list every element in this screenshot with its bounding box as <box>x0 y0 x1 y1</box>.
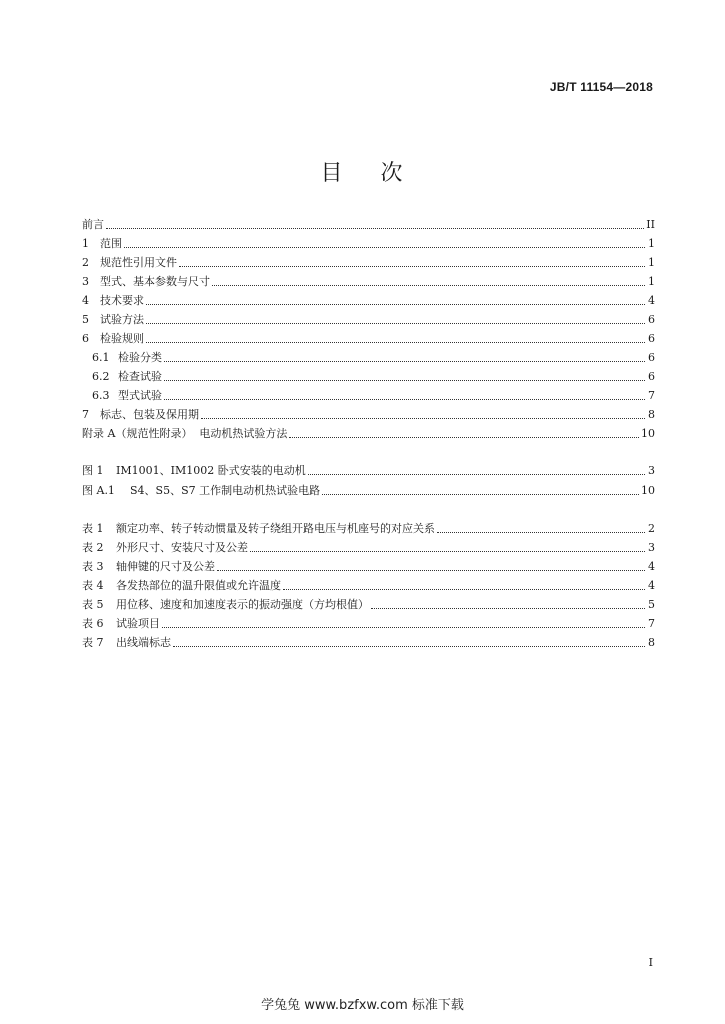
dot-leader <box>289 437 639 438</box>
toc-page: 4 <box>648 294 655 307</box>
toc-text: 检查试验 <box>118 370 162 383</box>
page-number: I <box>648 956 653 969</box>
toc-page: 8 <box>648 408 655 421</box>
table-text: 出线端标志 <box>116 636 171 649</box>
toc-text: 前言 <box>82 218 104 231</box>
table-number: 表 3 <box>82 560 104 573</box>
table-text: 额定功率、转子转动惯量及转子绕组开路电压与机座号的对应关系 <box>116 522 435 535</box>
toc-page: 6 <box>648 351 655 364</box>
toc-text: 技术要求 <box>100 294 144 307</box>
toc-entry-3[interactable] <box>82 271 655 289</box>
toc-number: 6 <box>82 332 89 345</box>
dot-leader <box>164 361 645 362</box>
toc-text: 范围 <box>100 237 122 250</box>
dot-leader <box>212 285 645 286</box>
table-entry-4[interactable] <box>82 575 655 593</box>
figure-entry-1[interactable] <box>82 460 655 478</box>
dot-leader <box>146 323 645 324</box>
dot-leader <box>146 342 645 343</box>
dot-leader <box>308 474 645 475</box>
toc-page: 6 <box>648 313 655 326</box>
table-number: 表 4 <box>82 579 104 592</box>
figure-page: 10 <box>641 484 655 497</box>
table-page: 3 <box>648 541 655 554</box>
toc-number: 1 <box>82 237 89 250</box>
dot-leader <box>106 228 644 229</box>
watermark-text: 学兔兔 www.bzfxw.com 标准下载 <box>261 998 464 1013</box>
toc-number: 6.1 <box>92 351 110 364</box>
figure-entry-a1[interactable] <box>82 480 655 498</box>
dot-leader <box>371 608 645 609</box>
page-title <box>0 156 725 187</box>
dot-leader <box>173 646 645 647</box>
toc-entry-7[interactable] <box>82 404 655 422</box>
toc-number: 7 <box>82 408 89 421</box>
toc-number: 5 <box>82 313 89 326</box>
toc-entry-2[interactable] <box>82 252 655 270</box>
toc-entry-5[interactable] <box>82 309 655 327</box>
table-entry-6[interactable] <box>82 613 655 631</box>
toc-page: II <box>646 218 655 231</box>
figure-text: IM1001、IM1002 卧式安装的电动机 <box>116 464 306 477</box>
toc-number: 6.2 <box>92 370 110 383</box>
toc-page: 10 <box>641 427 655 440</box>
dot-leader <box>164 399 645 400</box>
toc-page: 6 <box>648 332 655 345</box>
table-entry-5[interactable] <box>82 594 655 612</box>
figure-page: 3 <box>648 464 655 477</box>
table-number: 表 1 <box>82 522 104 535</box>
toc-entry-6-1[interactable] <box>92 347 655 365</box>
toc-text: 附录 A（规范性附录） 电动机热试验方法 <box>82 427 288 440</box>
table-number: 表 7 <box>82 636 104 649</box>
toc-page: 7 <box>648 389 655 402</box>
toc-text: 标志、包装及保用期 <box>100 408 199 421</box>
table-entry-1[interactable] <box>82 518 655 536</box>
dot-leader <box>146 304 645 305</box>
toc-entry-foreword[interactable] <box>82 214 655 232</box>
toc-page: 6 <box>648 370 655 383</box>
table-text: 用位移、速度和加速度表示的振动强度（方均根值） <box>116 598 369 611</box>
toc-number: 2 <box>82 256 89 269</box>
dot-leader <box>217 570 645 571</box>
toc-number: 4 <box>82 294 89 307</box>
toc-entry-appendix-a[interactable] <box>82 423 655 441</box>
table-page: 4 <box>648 560 655 573</box>
table-page: 7 <box>648 617 655 630</box>
toc-text: 型式试验 <box>118 389 162 402</box>
dot-leader <box>322 494 639 495</box>
dot-leader <box>437 532 645 533</box>
toc-text: 试验方法 <box>100 313 144 326</box>
table-text: 外形尺寸、安装尺寸及公差 <box>116 541 248 554</box>
dot-leader <box>283 589 645 590</box>
table-entry-2[interactable] <box>82 537 655 555</box>
toc-number: 3 <box>82 275 89 288</box>
table-entry-7[interactable] <box>82 632 655 650</box>
figure-text: S4、S5、S7 工作制电动机热试验电路 <box>130 484 321 497</box>
toc-entry-4[interactable] <box>82 290 655 308</box>
figure-number: 图 1 <box>82 464 104 477</box>
toc-number: 6.3 <box>92 389 110 402</box>
table-number: 表 2 <box>82 541 104 554</box>
title-char-2: 次 <box>380 161 405 186</box>
toc-text: 型式、基本参数与尺寸 <box>100 275 210 288</box>
toc-text: 检验分类 <box>118 351 162 364</box>
toc-entry-6-3[interactable] <box>92 385 655 403</box>
toc-page: 1 <box>648 237 655 250</box>
dot-leader <box>164 380 645 381</box>
table-text: 试验项目 <box>116 617 160 630</box>
title-char-1: 目 <box>320 161 345 186</box>
dot-leader <box>201 418 645 419</box>
table-entry-3[interactable] <box>82 556 655 574</box>
toc-entry-6-2[interactable] <box>92 366 655 384</box>
table-page: 4 <box>648 579 655 592</box>
toc-page: 1 <box>648 256 655 269</box>
figure-number: 图 A.1 <box>82 484 115 497</box>
toc-text: 检验规则 <box>100 332 144 345</box>
table-text: 轴伸键的尺寸及公差 <box>116 560 215 573</box>
dot-leader <box>124 247 645 248</box>
toc-entry-6[interactable] <box>82 328 655 346</box>
table-page: 5 <box>648 598 655 611</box>
toc-text: 规范性引用文件 <box>100 256 177 269</box>
dot-leader <box>162 627 645 628</box>
dot-leader <box>250 551 645 552</box>
table-number: 表 6 <box>82 617 104 630</box>
toc-entry-1[interactable] <box>82 233 655 251</box>
table-page: 2 <box>648 522 655 535</box>
toc-page: 1 <box>648 275 655 288</box>
table-number: 表 5 <box>82 598 104 611</box>
table-text: 各发热部位的温升限值或允许温度 <box>116 579 281 592</box>
standard-code: JB/T 11154—2018 <box>549 80 653 94</box>
table-page: 8 <box>648 636 655 649</box>
dot-leader <box>179 266 645 267</box>
